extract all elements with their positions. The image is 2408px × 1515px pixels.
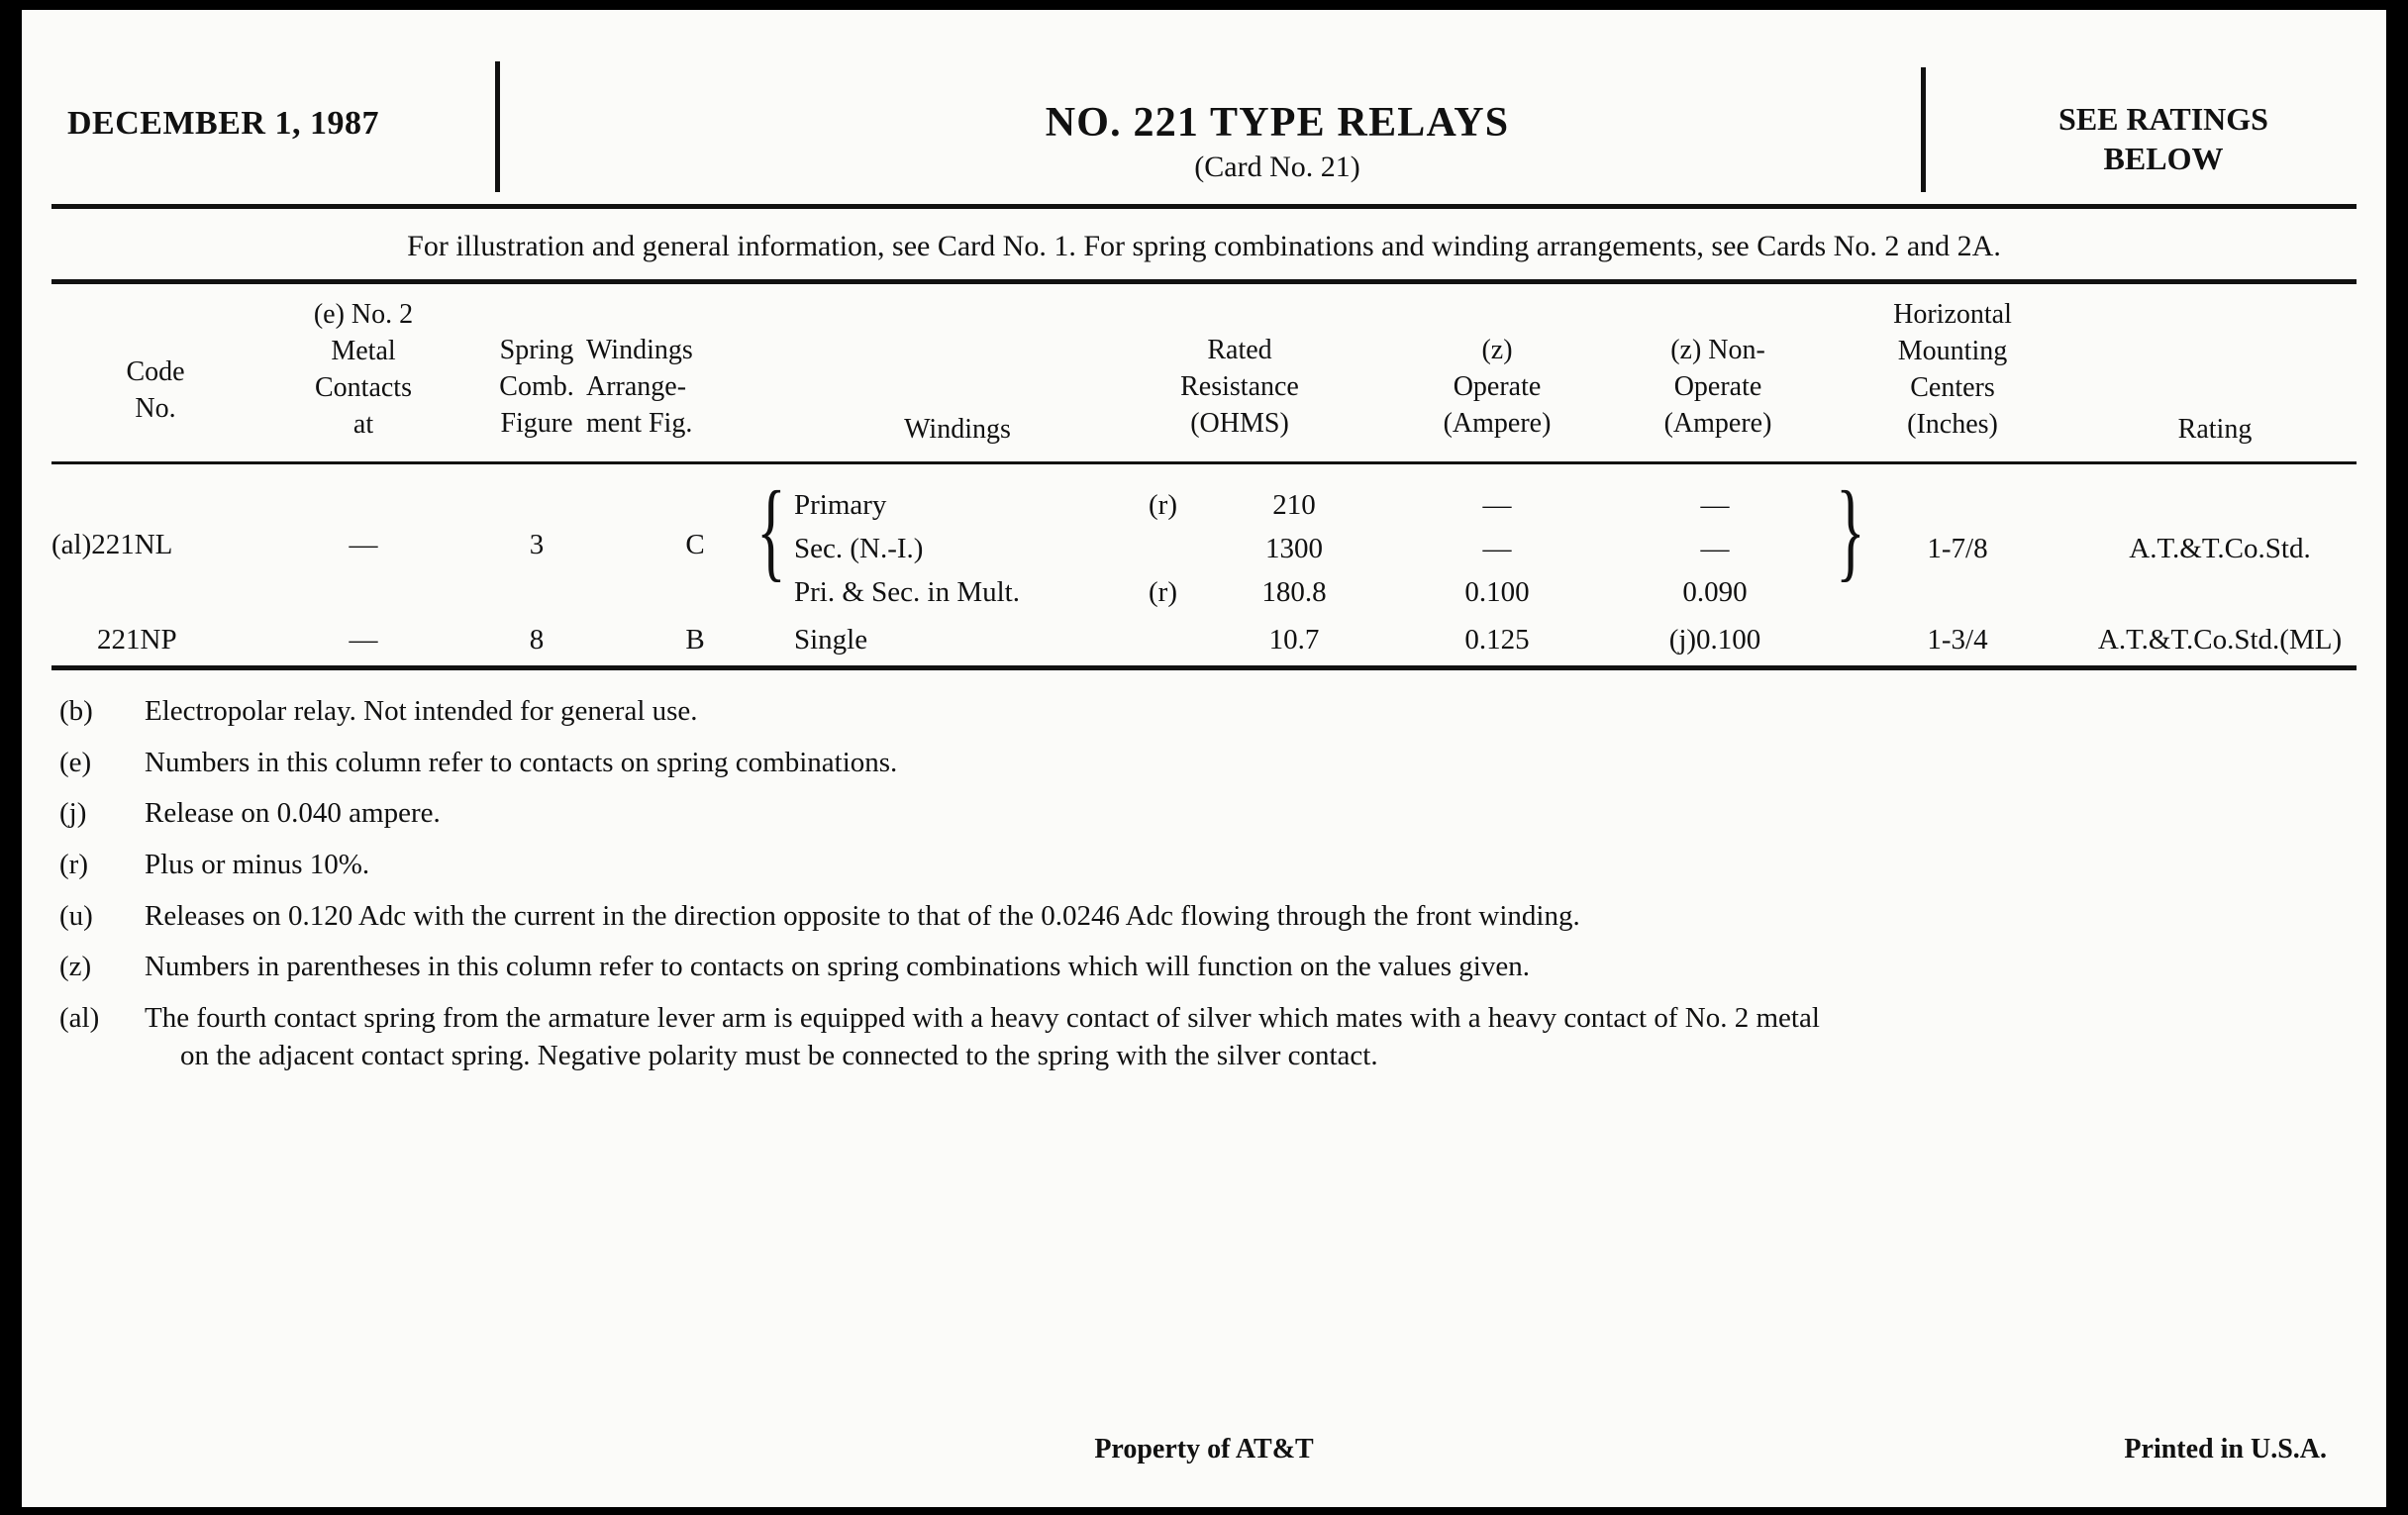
footnote-item (59, 847, 2349, 884)
footnote-item (59, 1000, 2349, 1074)
col-header-windings-arrangement-l1: Windings (586, 335, 693, 365)
intro-note: For illustration and general information, see Card No. 1. For spring combinations and winding arrangements, see Cards No. 2 and 2A. (407, 230, 2001, 262)
col-header-spring-comb-l3: Figure (500, 407, 573, 439)
table-header-rule (51, 461, 2357, 464)
cell-non-operate-line1: — (1700, 489, 1730, 521)
col-header-metal-contacts-l4: at (352, 408, 374, 440)
footnote-item (59, 898, 2349, 936)
col-header-windings-arrangement-l3: ment Fig. (586, 407, 693, 439)
col-header-rated-resistance-l3: (OHMS) (1190, 407, 1289, 439)
table-top-rule (51, 279, 2357, 284)
cell-spring-comb: 3 (529, 529, 545, 560)
card-sheet (22, 10, 2386, 1507)
col-header-code-no (61, 354, 250, 428)
col-header-code-no-l1: Code (126, 356, 185, 387)
col-header-windings-l1: Windings (904, 414, 1011, 445)
col-header-rated-resistance-l2: Resistance (1180, 370, 1299, 402)
col-header-mounting-centers-l2: Mounting (1897, 335, 2008, 366)
footnote-item (59, 795, 2349, 833)
cell-resistance-note-line3: (r) (1149, 576, 1177, 608)
col-header-operate (1378, 333, 1616, 443)
cell-windings-arrangement: B (685, 624, 705, 656)
cell-windings-line1: Primary (794, 489, 887, 521)
footnote-tag: (e) (59, 746, 92, 778)
col-header-code-no-l2: No. (135, 392, 176, 424)
cell-windings: Single (794, 624, 868, 656)
col-header-rating-l1: Rating (2177, 414, 2253, 445)
table-body (51, 469, 2357, 665)
col-header-non-operate (1594, 333, 1842, 443)
footnote-tag: (j) (59, 797, 87, 830)
col-header-metal-contacts-l1: (e) No. 2 (313, 299, 414, 330)
cell-code-no: 221NP (97, 624, 177, 656)
footnote-item (59, 745, 2349, 782)
cell-rating: A.T.&T.Co.Std.(ML) (2097, 624, 2343, 656)
footnote-text: Electropolar relay. Not intended for general use. (145, 695, 698, 727)
footnote-text-continued: on the adjacent contact spring. Negative polarity must be connected to the spring with the silver contact. (180, 1039, 1378, 1071)
cell-windings-line2: Sec. (N.-I.) (794, 533, 924, 564)
cell-rated-resistance-line2: 1300 (1265, 533, 1323, 564)
issue-date: DECEMBER 1, 1987 (67, 105, 379, 142)
footnote-text: Release on 0.040 ampere. (145, 797, 441, 830)
col-header-mounting-centers-l4: (Inches) (1907, 408, 1998, 440)
col-header-windings-arrangement (586, 333, 814, 443)
col-header-mounting-centers-l1: Horizontal (1893, 299, 2012, 330)
footnote-tag: (al) (59, 1002, 100, 1035)
header-divider-left (495, 61, 500, 192)
col-header-metal-contacts-l2: Metal (331, 335, 396, 366)
footnote-item (59, 693, 2349, 731)
cell-operate-line1: — (1482, 489, 1512, 521)
col-header-mounting-centers-l3: Centers (1910, 371, 1995, 403)
footnote-text: Numbers in this column refer to contacts on spring combinations. (145, 746, 898, 778)
ratings-note-line2: BELOW (2103, 141, 2224, 176)
printed-notice: Printed in U.S.A. (2124, 1434, 2327, 1464)
col-header-metal-contacts (250, 297, 477, 444)
card-header (59, 10, 2349, 183)
footnote-text: Releases on 0.120 Adc with the current in the direction opposite to that of the 0.0246 Adc flowing through the front winding. (145, 899, 1580, 932)
footnote-tag: (u) (59, 899, 93, 932)
cell-rated-resistance: 10.7 (1268, 624, 1320, 656)
document-page (22, 10, 2386, 1507)
col-header-operate-l2: Operate (1453, 370, 1542, 402)
cell-operate-line2: — (1482, 533, 1512, 564)
cell-operate-line3: 0.100 (1464, 576, 1530, 608)
col-header-mounting-centers (1824, 297, 2081, 444)
cell-rated-resistance-line3: 180.8 (1261, 576, 1327, 608)
footnote-text: The fourth contact spring from the armature lever arm is equipped with a heavy contact of silver which mates with a heavy contact of No. 2 metal (145, 1002, 1820, 1035)
footnote-tag: (b) (59, 695, 93, 727)
right-brace-glyph: } (1836, 469, 1865, 592)
col-header-operate-l1: (z) (1481, 335, 1513, 365)
cell-operate: 0.125 (1464, 624, 1530, 656)
cell-code-no: (al)221NL (51, 529, 173, 560)
col-header-non-operate-l3: (Ampere) (1663, 407, 1772, 439)
cell-mounting-centers: 1-3/4 (1927, 624, 1988, 656)
cell-mounting-centers: 1-7/8 (1927, 533, 1988, 564)
col-header-non-operate-l1: (z) Non- (1670, 335, 1765, 365)
ratings-note-line1: SEE RATINGS (2058, 101, 2268, 137)
col-header-windings (814, 412, 1101, 449)
col-header-rated-resistance (1101, 333, 1378, 443)
cell-non-operate-line2: — (1700, 533, 1730, 564)
cell-resistance-note-line1: (r) (1149, 489, 1177, 521)
footnote-text: Plus or minus 10%. (145, 849, 370, 881)
cell-non-operate: (j)0.100 (1668, 624, 1761, 656)
cell-windings-line3: Pri. & Sec. in Mult. (794, 576, 1020, 608)
col-header-windings-arrangement-l2: Arrange- (586, 370, 687, 402)
footnote-text: Numbers in parentheses in this column refer to contacts on spring combinations which will function on the values given. (145, 951, 1530, 983)
footnote-tag: (r) (59, 849, 88, 881)
cell-metal-contacts: — (349, 529, 378, 560)
col-header-spring-comb-l1: Spring (499, 335, 574, 365)
cell-metal-contacts: — (349, 624, 378, 656)
left-brace-glyph: { (756, 469, 786, 592)
cell-spring-comb: 8 (529, 624, 545, 656)
col-header-rating (2081, 412, 2349, 449)
cell-rating: A.T.&T.Co.Std. (2129, 533, 2311, 564)
col-header-non-operate-l2: Operate (1673, 370, 1762, 402)
table-bottom-rule (51, 665, 2357, 670)
col-header-rated-resistance-l1: Rated (1207, 335, 1272, 365)
footnotes-list (59, 693, 2349, 1089)
col-header-operate-l3: (Ampere) (1443, 407, 1552, 439)
ratings-note (1941, 99, 2386, 178)
col-header-metal-contacts-l3: Contacts (315, 371, 412, 403)
header-divider-right (1921, 67, 1926, 192)
page-title: NO. 221 TYPE RELAYS (1045, 100, 1510, 146)
cell-non-operate-line3: 0.090 (1682, 576, 1748, 608)
footnote-tag: (z) (59, 951, 92, 983)
cell-windings-arrangement: C (685, 529, 705, 560)
cell-rated-resistance-line1: 210 (1272, 489, 1316, 521)
property-notice: Property of AT&T (1094, 1434, 1314, 1464)
table-header-row (51, 289, 2357, 467)
page-subtitle: (Card No. 21) (1194, 151, 1360, 183)
header-rule (51, 204, 2357, 209)
footnote-item (59, 949, 2349, 986)
col-header-spring-comb-l2: Comb. (499, 370, 574, 402)
